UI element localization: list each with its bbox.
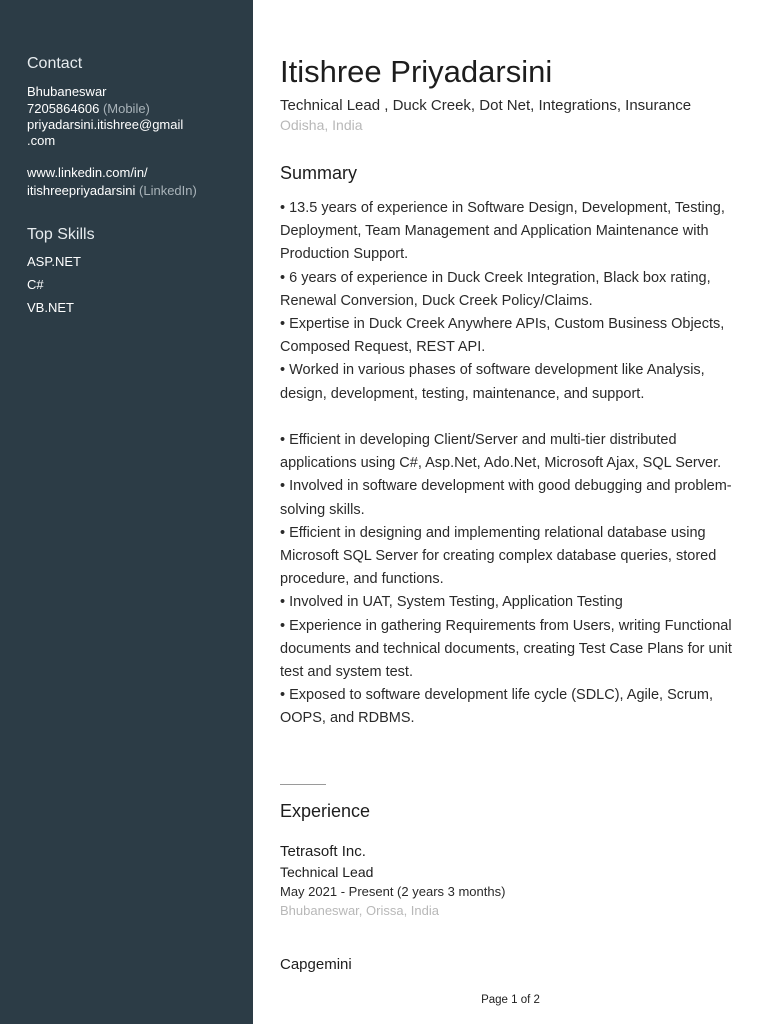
contact-phone-label: (Mobile) <box>102 101 150 116</box>
linkedin-url-line-2[interactable]: itishreepriyadarsini <box>27 183 136 198</box>
section-divider <box>280 784 326 785</box>
summary-paragraph: • Efficient in designing and implementing relational database using Microsoft SQL Server for creating complex database queries, stored procedure, and functions. <box>280 524 717 588</box>
linkedin-label: (LinkedIn) <box>139 183 197 198</box>
summary-paragraph: • Experience in gathering Requirements from Users, writing Functional documents and technical documents, creating Test Case Plans for unit test and system test. <box>280 617 732 681</box>
contact-heading: Contact <box>27 55 83 72</box>
summary-paragraph: • Worked in various phases of software development like Analysis, design, development, testing, maintenance, and support. <box>280 362 705 402</box>
summary-spacer <box>280 406 745 429</box>
profile-name: Itishree Priyadarsini <box>280 54 553 89</box>
profile-location: Odisha, India <box>280 117 363 133</box>
summary-paragraph: • Involved in software development with good debugging and problem-solving skills. <box>280 478 732 518</box>
experience-title: Technical Lead <box>280 864 374 880</box>
summary-paragraph: • 6 years of experience in Duck Creek Integration, Black box rating, Renewal Conversion, Duck Creek Policy/Claims. <box>280 269 711 309</box>
linkedin-url-line-1[interactable]: www.linkedin.com/in/ <box>27 165 148 180</box>
sidebar <box>0 0 253 1024</box>
page-number: Page 1 of 2 <box>481 994 540 1006</box>
summary-paragraph: • Exposed to software development life cycle (SDLC), Agile, Scrum, OOPS, and RDBMS. <box>280 687 714 727</box>
contact-phone-row <box>27 100 150 117</box>
experience-heading: Experience <box>280 801 371 821</box>
summary-heading: Summary <box>280 163 358 183</box>
contact-phone: 7205864606 <box>27 101 100 116</box>
summary-paragraph: • 13.5 years of experience in Software Design, Development, Testing, Deployment, Team Management and Application Maintenance with Production Support. <box>280 200 725 263</box>
summary-paragraph: • Efficient in developing Client/Server and multi-tier distributed applications using C#, Asp.Net, Ado.Net, Microsoft Ajax, SQL Server. <box>280 432 722 472</box>
contact-email-line-2[interactable]: .com <box>27 133 56 148</box>
contact-city: Bhubaneswar <box>27 84 107 99</box>
summary-paragraph: • Expertise in Duck Creek Anywhere APIs, Custom Business Objects, Composed Request, REST API. <box>280 316 725 356</box>
experience-company: Tetrasoft Inc. <box>280 843 366 860</box>
skill-item: C# <box>27 277 44 292</box>
main-content <box>253 0 768 1024</box>
top-skills-heading: Top Skills <box>27 226 95 243</box>
experience-company: Capgemini <box>280 956 352 973</box>
summary-paragraph: • Involved in UAT, System Testing, Application Testing <box>280 594 623 611</box>
contact-email-line-1[interactable]: priyadarsini.itishree@gmail <box>27 117 184 132</box>
experience-location: Bhubaneswar, Orissa, India <box>280 903 439 918</box>
experience-dates: May 2021 - Present (2 years 3 months) <box>280 884 506 899</box>
skill-item: ASP.NET <box>27 254 81 269</box>
skill-item: VB.NET <box>27 300 74 315</box>
linkedin-url-row[interactable] <box>27 182 197 199</box>
profile-headline: Technical Lead , Duck Creek, Dot Net, Integrations, Insurance <box>280 97 692 114</box>
summary-body <box>280 197 745 731</box>
